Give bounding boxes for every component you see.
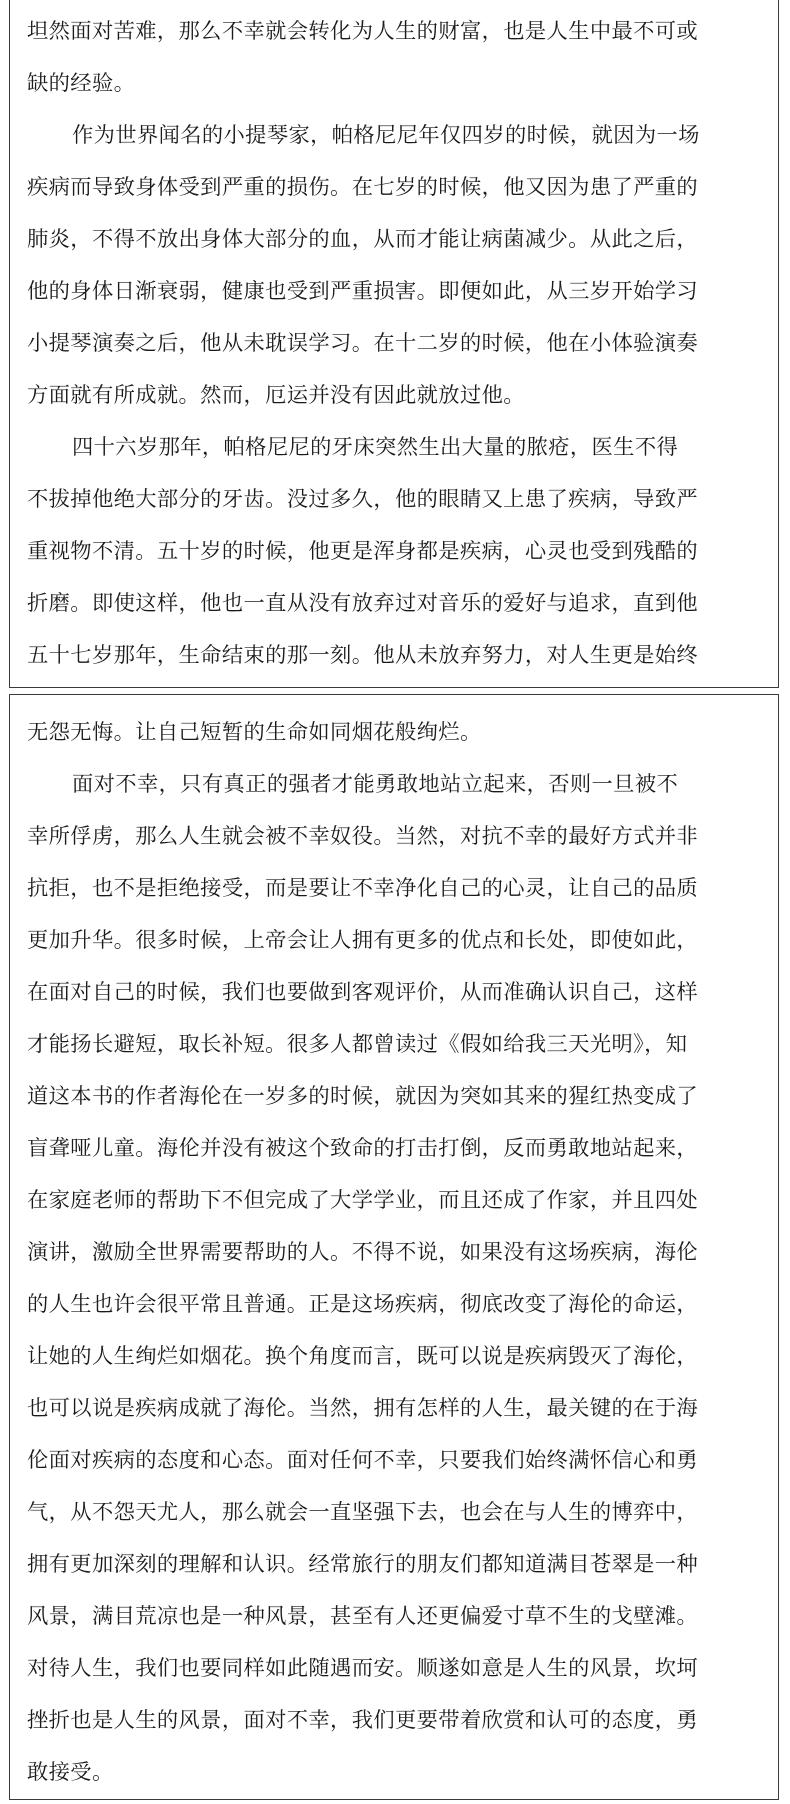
text-line: 盲聋哑儿童。海伦并没有被这个致命的打击打倒，反而勇敢地站起来， bbox=[27, 1136, 699, 1161]
text-line: 敢接受。 bbox=[27, 1760, 114, 1785]
text-line: 肺炎，不得不放出身体大部分的血，从而才能让病菌减少。从此之后， bbox=[27, 227, 699, 252]
text-panel-bottom bbox=[9, 694, 779, 1800]
text-line: 方面就有所成就。然而，厄运并没有因此就放过他。 bbox=[27, 383, 525, 408]
text-line: 他的身体日渐衰弱，健康也受到严重损害。即便如此，从三岁开始学习 bbox=[27, 279, 699, 304]
text-line: 挫折也是人生的风景，面对不幸，我们更要带着欣赏和认可的态度，勇 bbox=[27, 1708, 699, 1733]
text-line: 抗拒，也不是拒绝接受，而是要让不幸净化自己的心灵，让自己的品质 bbox=[27, 876, 699, 901]
text-line: 风景，满目荒凉也是一种风景，甚至有人还更偏爱寸草不生的戈壁滩。 bbox=[27, 1604, 699, 1629]
text-line: 在面对自己的时候，我们也要做到客观评价，从而准确认识自己，这样 bbox=[27, 980, 699, 1005]
text-line: 的人生也许会很平常且普通。正是这场疾病，彻底改变了海伦的命运， bbox=[27, 1292, 699, 1317]
text-line: 重视物不清。五十岁的时候，他更是浑身都是疾病，心灵也受到残酷的 bbox=[27, 539, 699, 564]
text-line: 不拔掉他绝大部分的牙齿。没过多久，他的眼睛又上患了疾病，导致严 bbox=[27, 487, 699, 512]
text-panel-top bbox=[9, 0, 779, 688]
text-line: 无怨无悔。让自己短暂的生命如同烟花般绚烂。 bbox=[27, 720, 482, 745]
text-line: 缺的经验。 bbox=[27, 71, 136, 96]
text-line: 坦然面对苦难，那么不幸就会转化为人生的财富，也是人生中最不可或 bbox=[27, 19, 699, 44]
text-line: 让她的人生绚烂如烟花。换个角度而言，既可以说是疾病毁灭了海伦， bbox=[27, 1344, 699, 1369]
text-line: 五十七岁那年，生命结束的那一刻。他从未放弃努力，对人生更是始终 bbox=[27, 643, 699, 668]
text-line: 更加升华。很多时候，上帝会让人拥有更多的优点和长处，即使如此， bbox=[27, 928, 699, 953]
text-line: 也可以说是疾病成就了海伦。当然，拥有怎样的人生，最关键的在于海 bbox=[27, 1396, 699, 1421]
text-line: 气，从不怨天尤人，那么就会一直坚强下去，也会在与人生的博弈中， bbox=[27, 1500, 699, 1525]
text-line: 演讲，激励全世界需要帮助的人。不得不说，如果没有这场疾病，海伦 bbox=[27, 1240, 699, 1265]
paragraph-first-line: 四十六岁那年，帕格尼尼的牙床突然生出大量的脓疮，医生不得 bbox=[72, 435, 679, 460]
text-line: 对待人生，我们也要同样如此随遇而安。顺遂如意是人生的风景，坎坷 bbox=[27, 1656, 699, 1681]
text-line: 伦面对疾病的态度和心态。面对任何不幸，只要我们始终满怀信心和勇 bbox=[27, 1448, 699, 1473]
text-line: 疾病而导致身体受到严重的损伤。在七岁的时候，他又因为患了严重的 bbox=[27, 175, 699, 200]
text-line: 折磨。即使这样，他也一直从没有放弃过对音乐的爱好与追求，直到他 bbox=[27, 591, 699, 616]
text-line: 拥有更加深刻的理解和认识。经常旅行的朋友们都知道满目苍翠是一种 bbox=[27, 1552, 699, 1577]
text-line: 道这本书的作者海伦在一岁多的时候，就因为突如其来的猩红热变成了 bbox=[27, 1084, 699, 1109]
text-line: 才能扬长避短，取长补短。很多人都曾读过《假如给我三天光明》，知 bbox=[27, 1032, 688, 1057]
text-line: 在家庭老师的帮助下不但完成了大学学业，而且还成了作家，并且四处 bbox=[27, 1188, 699, 1213]
text-line: 幸所俘虏，那么人生就会被不幸奴役。当然，对抗不幸的最好方式并非 bbox=[27, 824, 699, 849]
text-line: 小提琴演奏之后，他从未耽误学习。在十二岁的时候，他在小体验演奏 bbox=[27, 331, 699, 356]
paragraph-first-line: 面对不幸，只有真正的强者才能勇敢地站立起来，否则一旦被不 bbox=[72, 772, 679, 797]
paragraph-first-line: 作为世界闻名的小提琴家，帕格尼尼年仅四岁的时候，就因为一场 bbox=[72, 123, 700, 148]
